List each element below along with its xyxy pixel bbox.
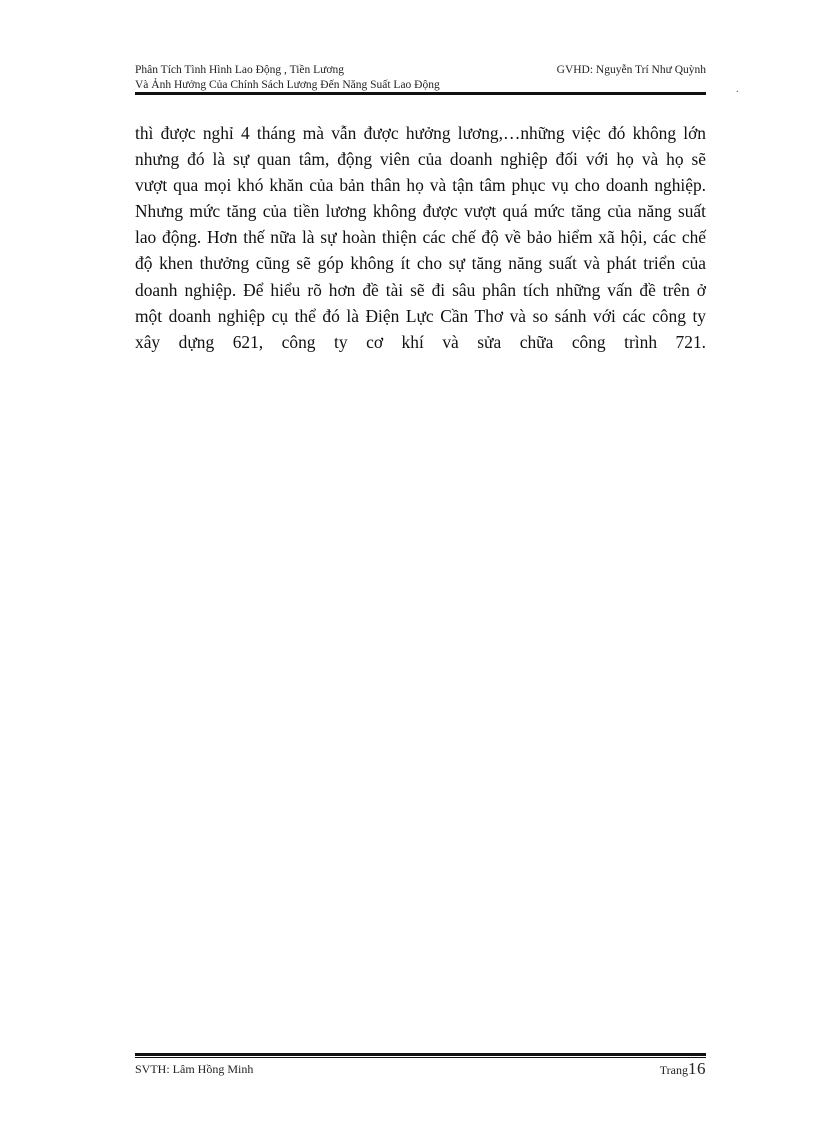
header-row-2 [135, 78, 706, 93]
body-line: Nhưng mức tăng của tiền lương không được vượt quá mức tăng của năng suất [135, 201, 706, 222]
footer-page-number: 16 [688, 1059, 706, 1078]
body-line: độ khen thưởng cũng sẽ góp không ít cho sự tăng năng suất và phát triển của [135, 253, 706, 274]
body-line: lao động. Hơn thế nữa là sự hoàn thiện các chế độ về bảo hiểm xã hội, các chế [135, 227, 706, 248]
footer-page [660, 1061, 706, 1078]
body-line: một doanh nghiệp cụ thể đó là Điện Lực Cần Thơ và so sánh với các công ty [135, 305, 706, 326]
header-advisor: GVHD: Nguyễn Trí Như Quỳnh [556, 64, 706, 76]
page-header [135, 63, 706, 93]
body-paragraph [135, 120, 706, 355]
margin-mark: . [736, 84, 739, 95]
footer-page-label: Trang [659, 1063, 688, 1077]
body-line: doanh nghiệp. Để hiểu rõ hơn đề tài sẽ đi sâu phân tích những vấn đề trên ở [135, 279, 706, 300]
header-title-line1: Phân Tích Tình Hình Lao Động , Tiền Lương [135, 64, 344, 76]
body-line: nhưng đó là sự quan tâm, động viên của doanh nghiệp đối với họ và họ sẽ [135, 149, 706, 170]
footer-divider [135, 1053, 706, 1058]
header-title-line2: Và Ảnh Hưởng Của Chính Sách Lương Đến Năng Suất Lao Động [135, 79, 440, 91]
page-footer [135, 1061, 706, 1078]
header-row-1 [135, 63, 706, 78]
body-line: xây dựng 621, công ty cơ khí và sửa chữa công trình 721. [135, 331, 706, 352]
body-line: thì được nghỉ 4 tháng mà vẫn được hưởng lương,…những việc đó không lớn [135, 123, 706, 143]
body-line: vượt qua mọi khó khăn của bản thân họ và tận tâm phục vụ cho doanh nghiệp. [135, 175, 706, 196]
header-divider [135, 92, 706, 95]
footer-student: SVTH: Lâm Hồng Minh [135, 1062, 254, 1076]
